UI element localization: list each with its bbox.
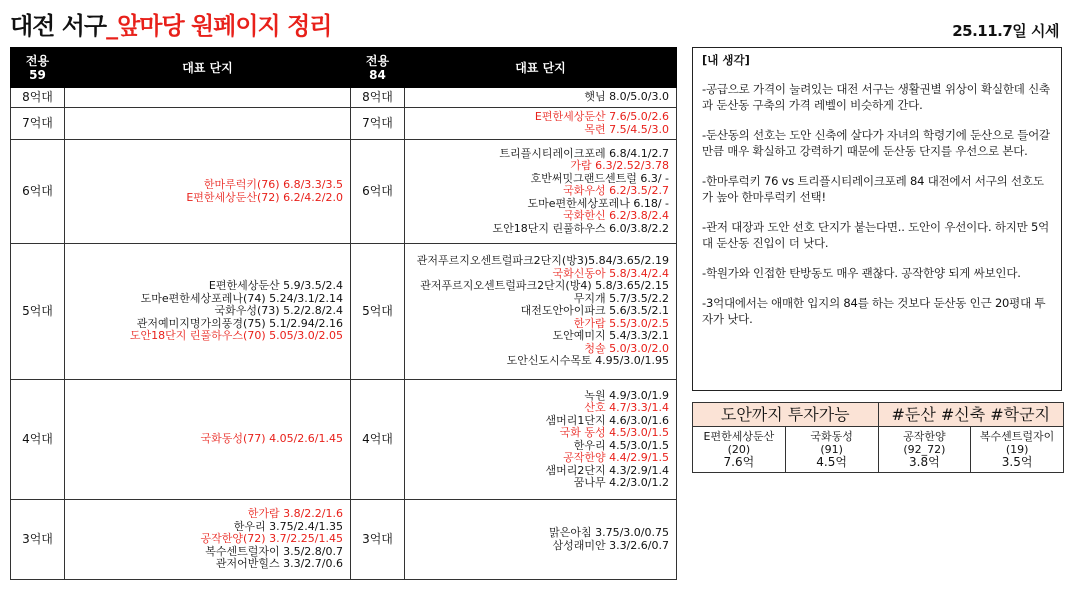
complex-entry: 복수센트럴자이 3.5/2.8/0.7 xyxy=(205,544,343,558)
price-row xyxy=(11,88,677,108)
complex-entry: 국화우성(73) 5.2/2.8/2.4 xyxy=(214,304,343,318)
summary-item-value: 7.6억 xyxy=(723,455,755,469)
summary-item-name: 공작한양 xyxy=(903,430,946,443)
complexes-84 xyxy=(405,500,677,580)
price-row xyxy=(11,380,677,500)
summary-item xyxy=(785,427,878,473)
complex-entry: 관저예미지명가의풍경(75) 5.1/2.94/2.16 xyxy=(136,316,343,330)
note-paragraph: -3억대에서는 애매한 입지의 84를 하는 것보다 둔산동 인근 20평대 투자가 낫다. xyxy=(702,296,1046,326)
complex-entry: E편한세상둔산 7.6/5.0/2.6 xyxy=(534,110,669,123)
summary-item-size: (19) xyxy=(1005,443,1029,456)
summary-item-value: 3.5억 xyxy=(1001,455,1033,469)
complex-entry: 청솔 5.0/3.0/2.0 xyxy=(584,341,669,355)
complex-entry: 호반써밋그랜드센트럴 6.3/ - xyxy=(530,171,669,185)
price-band-84: 5억대 xyxy=(351,244,405,380)
price-band-59: 5억대 xyxy=(11,244,65,380)
complexes-84 xyxy=(405,140,677,244)
complexes-84 xyxy=(405,108,677,140)
summary-item xyxy=(693,427,786,473)
summary-item xyxy=(971,427,1064,473)
summary-item-name: E편한세상둔산 xyxy=(703,430,775,443)
complexes-59 xyxy=(65,88,351,108)
price-row xyxy=(11,244,677,380)
price-band-84: 7억대 xyxy=(351,108,405,140)
complex-entry: 국화 동성 4.5/3.0/1.5 xyxy=(559,426,669,439)
summary-item-size: (91) xyxy=(820,443,843,456)
complexes-84 xyxy=(405,244,677,380)
summary-item-value: 4.5억 xyxy=(816,455,847,469)
complex-entry: 한우리 4.5/3.0/1.5 xyxy=(573,438,669,452)
summary-header-right: #둔산 #신축 #학군지 xyxy=(878,403,1064,427)
complex-entry: 햇님 8.0/5.0/3.0 xyxy=(584,90,669,104)
complex-entry: E편한세상둔산 5.9/3.5/2.4 xyxy=(208,279,343,293)
complex-entry: 맑은아침 3.75/3.0/0.75 xyxy=(549,526,669,539)
complex-entry: 산호 4.7/3.3/1.4 xyxy=(584,401,669,414)
summary-item-name: 복수센트럴자이 xyxy=(979,430,1055,443)
price-table xyxy=(10,47,677,580)
my-thoughts-box xyxy=(692,47,1062,391)
complex-entry: 녹원 4.9/3.0/1.9 xyxy=(584,388,669,402)
complex-entry: 한우리 3.75/2.4/1.35 xyxy=(233,519,343,533)
summary-item-name: 국화동성 xyxy=(810,430,853,443)
header-size-59: 전용 59 xyxy=(11,48,65,88)
complex-entry: 한마루럭키(76) 6.8/3.3/3.5 xyxy=(203,178,343,191)
price-table-header xyxy=(11,48,677,88)
complex-entry: 국화신동아 5.8/3.4/2.4 xyxy=(552,266,669,280)
complex-entry: 도안신도시수목토 4.95/3.0/1.95 xyxy=(506,354,669,368)
price-row xyxy=(11,500,677,580)
complexes-59 xyxy=(65,500,351,580)
price-band-84: 6억대 xyxy=(351,140,405,244)
price-band-84: 4억대 xyxy=(351,380,405,500)
price-row xyxy=(11,140,677,244)
my-thoughts-title: [내 생각] xyxy=(702,53,750,67)
complex-entry: 삼성래미안 3.3/2.6/0.7 xyxy=(552,538,669,552)
complex-entry: 샘머리1단지 4.6/3.0/1.6 xyxy=(545,413,669,427)
summary-header-left: 도안까지 투자가능 xyxy=(693,403,879,427)
complex-entry: 한가람 3.8/2.2/1.6 xyxy=(247,507,343,521)
price-row xyxy=(11,108,677,140)
complex-entry: 관저푸르지오센트럴파크2단지(방4) 5.8/3.65/2.15 xyxy=(420,279,669,293)
complex-entry: 트리플시티레이크포레 6.8/4.1/2.7 xyxy=(499,146,669,160)
complex-entry: 국화한신 6.2/3.8/2.4 xyxy=(563,209,669,223)
summary-item-size: (20) xyxy=(727,443,751,456)
complexes-59 xyxy=(65,244,351,380)
complex-entry: 공작한양(72) 3.7/2.25/1.45 xyxy=(200,532,343,546)
investment-summary-table xyxy=(692,402,1064,473)
header-size-84: 전용 84 xyxy=(351,48,405,88)
price-date: 25.11.7일 시세 xyxy=(952,22,1059,40)
complex-entry: 꿈나무 4.2/3.0/1.2 xyxy=(573,476,669,489)
complexes-59 xyxy=(65,140,351,244)
complex-entry: 무지개 5.7/3.5/2.2 xyxy=(573,291,669,305)
complex-entry: 공작한양 4.4/2.9/1.5 xyxy=(563,451,669,464)
complex-entry: 관저어반힐스 3.3/2.7/0.6 xyxy=(215,557,343,571)
complexes-84 xyxy=(405,380,677,500)
price-band-59: 3억대 xyxy=(11,500,65,580)
page-title xyxy=(10,6,331,41)
header-complex-84: 대표 단지 xyxy=(405,48,677,88)
complex-entry: 목련 7.5/4.5/3.0 xyxy=(584,122,669,136)
complexes-84 xyxy=(405,88,677,108)
complexes-59 xyxy=(65,108,351,140)
header-complex-59: 대표 단지 xyxy=(65,48,351,88)
complexes-59 xyxy=(65,380,351,500)
summary-item-size: (92_72) xyxy=(903,443,946,456)
complex-entry: 도마e편한세상포레나 6.18/ - xyxy=(527,196,669,210)
note-paragraph: -관저 대장과 도안 선호 단지가 붙는다면.. 도안이 우선이다. 하지만 5억대 둔산동 진입이 더 낫다. xyxy=(702,220,1050,250)
complex-entry: 도마e편한세상포레나(74) 5.24/3.1/2.14 xyxy=(140,291,343,305)
complex-entry: 대전도안아이파크 5.6/3.5/2.1 xyxy=(520,304,669,318)
summary-item-value: 3.8억 xyxy=(909,455,940,469)
complex-entry: 관저푸르지오센트럴파크2단지(방3)5.84/3.65/2.19 xyxy=(416,254,669,268)
price-band-59: 6억대 xyxy=(11,140,65,244)
complex-entry: 가람 6.3/2.52/3.78 xyxy=(570,159,669,173)
complex-entry: 도안18단지 린풀하우스 6.0/3.8/2.2 xyxy=(492,221,669,235)
summary-item xyxy=(878,427,971,473)
note-paragraph: -한마루럭키 76 vs 트리플시티레이크포레 84 대전에서 서구의 선호도가 높아 한마루럭키 선택! xyxy=(702,174,1044,204)
price-band-59: 7억대 xyxy=(11,108,65,140)
note-paragraph: -공급으로 가격이 눌려있는 대전 서구는 생활권별 위상이 확실한데 신축과 둔산동 구축의 가격 레벨이 비슷하게 간다. xyxy=(702,82,1050,112)
complex-entry: 국화우성 6.2/3.5/2.7 xyxy=(563,184,669,198)
complex-entry: 도안예미지 5.4/3.3/2.1 xyxy=(552,329,669,343)
price-band-84: 3억대 xyxy=(351,500,405,580)
title-subtitle: _앞마당 원페이지 정리 xyxy=(106,12,332,40)
note-paragraph: -학원가와 인접한 탄방동도 매우 괜찮다. 공작한양 되게 싸보인다. xyxy=(702,266,1021,280)
complex-entry: E편한세상둔산(72) 6.2/4.2/2.0 xyxy=(186,190,343,204)
price-band-59: 8억대 xyxy=(11,88,65,108)
price-band-84: 8억대 xyxy=(351,88,405,108)
price-band-59: 4억대 xyxy=(11,380,65,500)
note-paragraph: -둔산동의 선호는 도안 신축에 살다가 자녀의 학령기에 둔산으로 들어갈 만큼 매우 확실하고 강력하기 때문에 둔산동 단지를 우선으로 본다. xyxy=(702,128,1050,158)
complex-entry: 샘머리2단지 4.3/2.9/1.4 xyxy=(545,463,669,477)
complex-entry: 한가람 5.5/3.0/2.5 xyxy=(573,316,669,330)
complex-entry: 도안18단지 린풀하우스(70) 5.05/3.0/2.05 xyxy=(129,329,343,343)
title-region: 대전 서구 xyxy=(10,12,107,40)
complex-entry: 국화동성(77) 4.05/2.6/1.45 xyxy=(200,432,343,446)
